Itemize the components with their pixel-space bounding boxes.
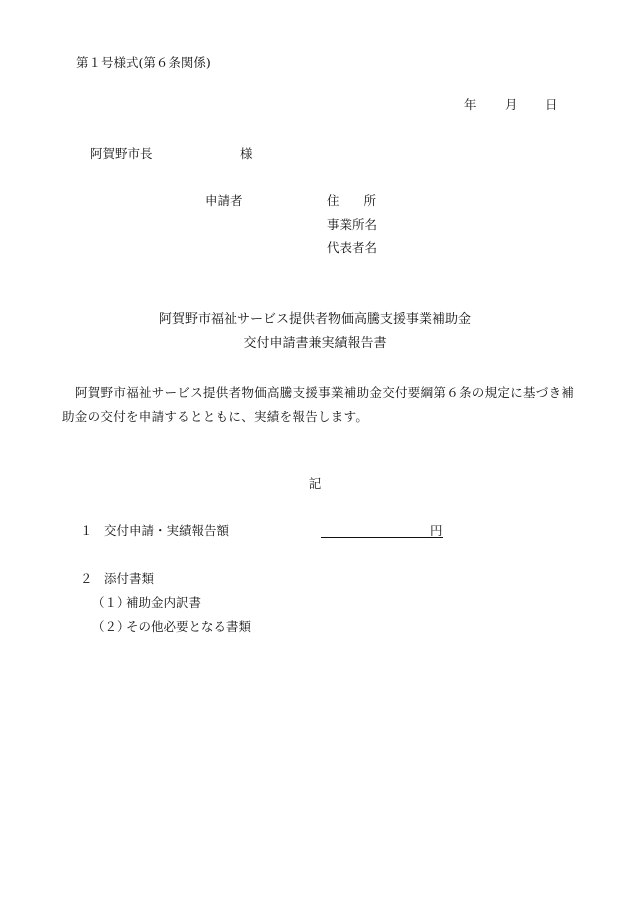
date-year-label: 年	[464, 97, 477, 112]
item-1-label: 交付申請・実績報告額	[104, 523, 230, 538]
addressee-honorific: 様	[240, 146, 253, 161]
attachment-item	[92, 621, 251, 634]
attachment-item-number: （１）	[92, 595, 130, 610]
date-month-label: 月	[505, 97, 518, 112]
addressee-name: 阿賀野市長	[90, 146, 153, 161]
address-field-label	[327, 195, 376, 208]
item-1-number: １	[80, 523, 93, 538]
office-name-label: 事業所名	[327, 217, 378, 232]
applicant-label: 申請者	[205, 193, 243, 208]
form-number: 第１号様式(第６条関係)	[76, 55, 211, 70]
ki-heading: 記	[308, 476, 322, 491]
attachment-item-label: その他必要となる書類	[126, 619, 252, 634]
attachment-item-label: 補助金内訳書	[126, 595, 202, 610]
attachment-item-number: （２）	[92, 619, 130, 634]
item-2-label: 添付書類	[104, 571, 155, 586]
address-label-part-b: 所	[363, 193, 377, 208]
date-day-label: 日	[545, 97, 558, 112]
address-label-part-a: 住	[327, 193, 340, 208]
item-2-number: ２	[80, 571, 93, 586]
document-title-line-2: 交付申請書兼実績報告書	[243, 336, 387, 351]
representative-label: 代表者名	[327, 240, 378, 255]
amount-entry-line	[321, 537, 443, 538]
document-title-line-1: 阿賀野市福祉サービス提供者物価高騰支援事業補助金	[158, 312, 471, 327]
body-paragraph: 阿賀野市福祉サービス提供者物価高騰支援事業補助金交付要綱第６条の規定に基づき補助金の交付を申請するとともに、実績を報告します。	[62, 385, 575, 424]
attachment-item	[92, 597, 201, 610]
amount-unit: 円	[430, 523, 443, 538]
